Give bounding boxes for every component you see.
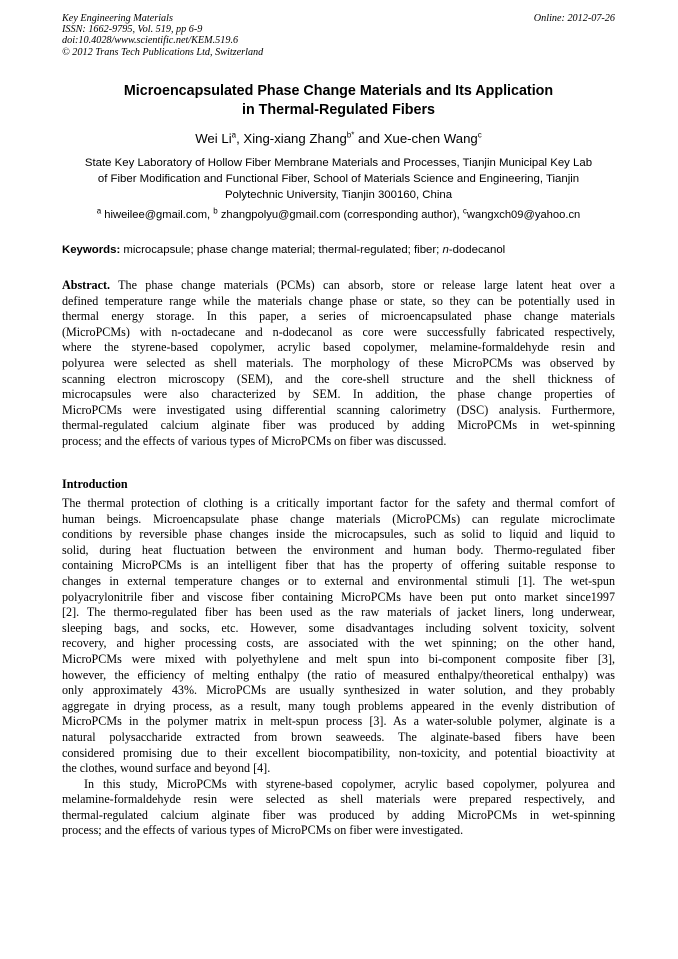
introduction-body [62,496,615,839]
intro-line: the clothes, wound surface and beyond [4]. [62,761,271,776]
abstract-label: Abstract. [62,278,111,292]
author-2: Xing-xiang Zhang [243,131,347,146]
intro-paragraph-2 [62,777,615,839]
journal-copyright: © 2012 Trans Tech Publications Ltd, Switzerland [62,46,264,58]
intro-line: solid, during heat fluctuation between the environment and human body. Thermo-regulated fiber [62,542,615,557]
abstract-line: thermal-regulated calcium alginate fiber was produced by adding MicroPCMs in wet-spinning [62,418,615,433]
journal-issn: ISSN: 1662-9795, Vol. 519, pp 6-9 [62,24,203,36]
abstract-line: polyurea were selected as shell materials. The morphology of these MicroPCMs was observed by [62,355,615,370]
title-line-1: Microencapsulated Phase Change Materials and Its Application [123,83,554,99]
intro-line: natural polysaccharide extracted from brown seaweeds. The alginate-based fibers have been [62,729,615,744]
abstract-line: defined temperature range while the materials change phase or state, so they can be potentially used in [62,293,615,308]
intro-line: conditions by reversible phase changes inside the microcapsules, such as solid to liquid and liquid to [62,527,615,542]
author-3-affil: c [477,130,482,140]
abstract-line: MicroPCMs were investigated using differential scanning calorimetry (DSC) analysis. Furthermore, [62,402,615,417]
email-b-marker: b [213,206,218,216]
intro-line: containing MicroPCMs is an intelligent fiber that has the property of offering suitable response to [62,558,615,573]
intro-line: only approximately 43%. MicroPCMs are usually synthesized in water solution, and they probably [62,683,615,698]
intro-line: melamine-formaldehyde resin were selected as shell materials were prepared respectively, and [62,792,615,807]
affiliation-line: of Fiber Modification and Functional Fiber, School of Materials Science and Engineering, Tianjin [97,172,580,185]
abstract-line: process; and the effects of various types of MicroPCMs on fiber was discussed. [62,433,447,448]
intro-line: recovery, and higher processing costs, are associated with the wet spinning; on the other hand, [62,636,615,651]
keywords-label: Keywords: [62,244,121,256]
intro-paragraph-1 [62,496,615,777]
intro-line: MicroPCMs in the polymer matrix in melt-spun process [3]. As a water-soluble polymer, alginate is a [62,714,615,729]
title-line-2: in Thermal-Regulated Fibers [241,102,436,118]
author-separator: and [354,131,384,146]
intro-line: aggregate in drying process, as a result, many tough problems appeared in the evenly distribution of [62,698,615,713]
intro-line: The thermal protection of clothing is a critically important factor for the safety and thermal comfort of [62,496,615,510]
email-c: wangxch09@yahoo.cn [466,209,581,221]
email-c-marker: c [462,206,467,216]
intro-line: thermal-regulated calcium alginate fiber was produced by adding MicroPCMs in wet-spinning [62,807,615,822]
keywords-italic: n [442,244,449,256]
abstract-line: where the styrene-based copolymer, acrylic based copolymer, melamine-formaldehyde resin and [62,340,615,355]
affiliation [62,156,615,203]
abstract [62,278,615,450]
abstract-line: scanning electron microscopy (SEM), and the core-shell structure and the shell thickness of [62,371,615,386]
author-list [62,131,615,147]
abstract-line: thermal energy storage. In this paper, a series of microencapsulated phase change materials [62,309,615,324]
intro-line: considered promising due to their excellent biocompatibility, non-toxicity, and potential bioactivity at [62,745,615,760]
intro-line: changes in external temperature changes or to external and environmental stimuli [1]. The wet-spun [62,573,615,588]
abstract-line: microcapsules were also characterized by SEM. In addition, the phase change properties of [62,387,615,402]
abstract-first-line: The phase change materials (PCMs) can absorb, store or release large latent heat over a [110,278,615,292]
author-emails [62,208,615,222]
online-date: Online: 2012-07-26 [533,13,615,24]
intro-line: [2]. The thermo-regulated fiber has been used as the raw materials of jacket liners, long underwear, [62,605,615,620]
journal-header [62,13,263,58]
intro-line: human beings. Microencapsulate phase change materials (MicroPCMs) can regulate microclimate [62,511,615,526]
affiliation-line: State Key Laboratory of Hollow Fiber Membrane Materials and Processes, Tianjin Municipal Key Lab [84,157,593,169]
intro-line: In this study, MicroPCMs with styrene-based copolymer, acrylic based copolymer, polyurea and [84,776,615,791]
intro-line: however, the efficiency of melting enthalpy (the ratio of measured enthalpy/theoretical enthalpy) was [62,667,615,682]
section-heading: Introduction [62,477,128,491]
email-a: hiweilee@gmail.com, [101,209,214,221]
keywords-text-end: -dodecanol [448,244,506,256]
email-b: zhangpolyu@gmail.com (corresponding author), [217,209,463,221]
email-a-marker: a [96,206,102,216]
author-separator: , [236,131,244,146]
journal-name: Key Engineering Materials [62,13,173,24]
intro-line: process; and the effects of various types of MicroPCMs on fiber were investigated. [62,823,464,838]
keywords [62,243,615,257]
affiliation-line: Polytechnic University, Tianjin 300160, China [224,188,453,201]
author-2-affil: b* [346,130,355,140]
author-1: Wei Li [195,131,232,146]
keywords-text: microcapsule; phase change material; thermal-regulated; fiber; [120,244,443,256]
intro-line: polyacrylonitrile fiber and viscose fiber containing MicroPCMs have been put onto market since1997 [62,589,615,604]
intro-line: sleeping bags, and socks, etc. However, some disadvantages including solvent toxicity, solvent [62,620,615,635]
author-3: Xue-chen Wang [383,131,478,146]
intro-line: MicroPCMs were mixed with polyethylene and melt spun into bi-component composite fiber [3], [62,651,615,666]
paper-title [62,82,615,120]
author-1-affil: a [231,130,237,140]
abstract-line: (MicroPCMs) with n-octadecane and n-dodecanol as core were successfully fabricated respectively, [62,324,615,339]
abstract-line [62,278,615,294]
journal-doi: doi:10.4028/www.scientific.net/KEM.519.6 [62,35,239,47]
